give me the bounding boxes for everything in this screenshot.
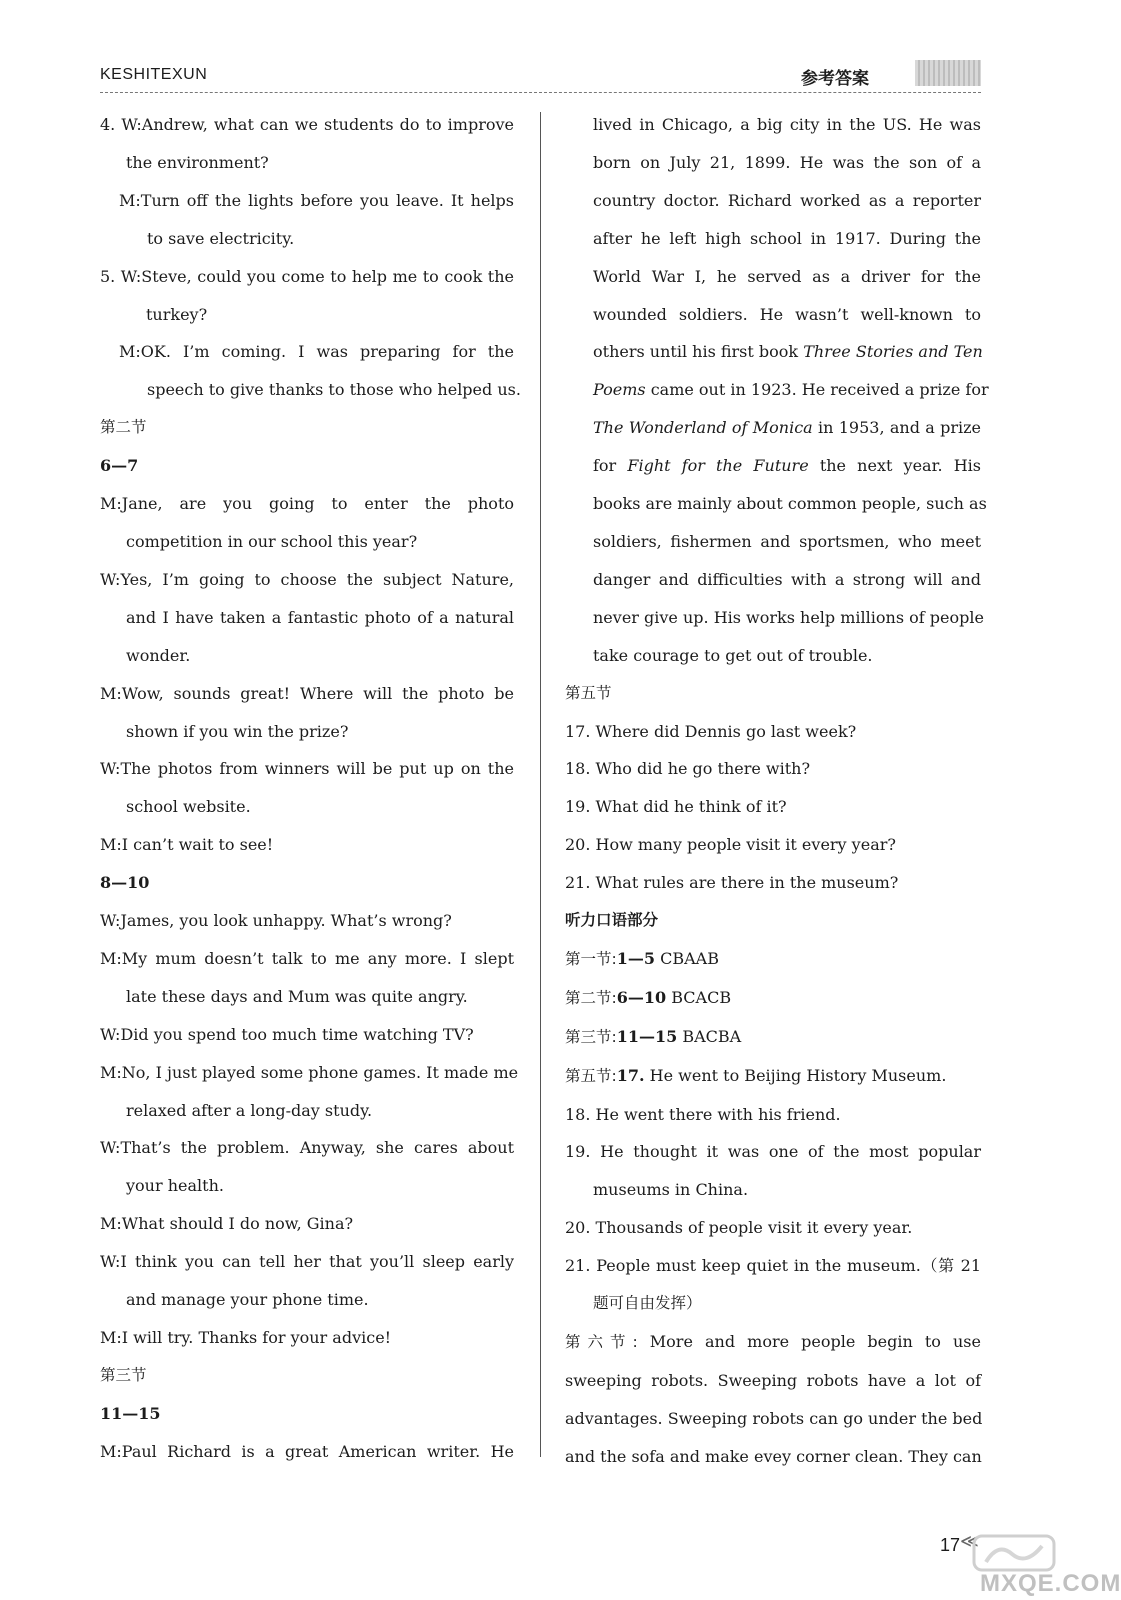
text-line: advantages. Sweeping robots can go under the bed xyxy=(565,1408,983,1428)
text-line: W:That’s the problem. Anyway, she cares about xyxy=(100,1138,514,1158)
text-line: your health. xyxy=(126,1176,224,1196)
text-span: in 1953, and a prize xyxy=(812,418,981,438)
text-line: competition in our school this year? xyxy=(126,531,418,551)
answer-label: 第一节: xyxy=(565,949,617,968)
answer-label: 第三节: xyxy=(565,1027,617,1046)
text-line: books are mainly about common people, such as xyxy=(593,494,987,514)
section-heading: 第二节 xyxy=(100,418,147,437)
text-line: wounded soldiers. He wasn’t well-known to xyxy=(593,304,981,324)
answer-line xyxy=(565,979,981,1018)
answer-line xyxy=(565,1323,981,1362)
watermark-text: MXQE.COM xyxy=(980,1570,1121,1597)
text-line: W:Yes, I’m going to choose the subject Nature, xyxy=(100,569,514,589)
text-line xyxy=(565,447,981,485)
answer-text: He went to Beijing History Museum. xyxy=(644,1065,947,1085)
answer-label: 第六节: xyxy=(565,1333,638,1351)
section-heading: 第三节 xyxy=(100,1365,147,1384)
section-heading: 听力口语部分 xyxy=(565,911,659,930)
page-arrow-icon: ≪ xyxy=(960,1531,979,1552)
text-line: and I have taken a fantastic photo of a natural xyxy=(126,607,514,627)
text-line: M:My mum doesn’t talk to me any more. I slept xyxy=(100,948,514,968)
question-item: 17. Where did Dennis go last week? xyxy=(565,721,857,741)
text-line: the environment? xyxy=(126,152,269,172)
column-divider xyxy=(540,112,541,1457)
question-item: 18. Who did he go there with? xyxy=(565,759,811,779)
text-line: speech to give thanks to those who helped us. xyxy=(147,380,521,400)
text-line: after he left high school in 1917. During the xyxy=(593,228,981,248)
text-line: country doctor. Richard worked as a reporter xyxy=(593,190,981,210)
question-range: 1—5 xyxy=(616,948,655,968)
question-range: 11—15 xyxy=(100,1403,161,1423)
text-line: M:Wow, sounds great! Where will the photo be xyxy=(100,683,514,703)
header-logo xyxy=(915,60,981,86)
section-heading: 第五节 xyxy=(565,683,612,702)
answer-line xyxy=(565,1057,981,1096)
text-line: W:The photos from winners will be put up on the xyxy=(100,759,514,779)
left-column xyxy=(100,106,521,1471)
text-line: W:James, you look unhappy. What’s wrong? xyxy=(100,911,452,931)
right-column xyxy=(565,106,989,1476)
text-line: M:OK. I’m coming. I was preparing for the xyxy=(119,342,514,362)
question-item: 19. What did he think of it? xyxy=(565,797,787,817)
text-line: W:I think you can tell her that you’ll sleep early xyxy=(100,1252,514,1272)
text-line: W:Did you spend too much time watching TV? xyxy=(100,1024,474,1044)
question-range: 6—7 xyxy=(100,456,139,476)
book-title: Poems xyxy=(593,380,646,400)
text-line: relaxed after a long-day study. xyxy=(126,1100,373,1120)
text-line: to save electricity. xyxy=(147,228,295,248)
header-divider xyxy=(100,92,981,93)
question-range: 6—10 xyxy=(616,987,667,1007)
question-range: 8—10 xyxy=(100,873,150,893)
answer-line: 21. People must keep quiet in the museum.（第 21 xyxy=(565,1256,981,1276)
text-line: late these days and Mum was quite angry. xyxy=(126,986,468,1006)
text-span: others until his first book xyxy=(593,342,804,362)
answer-line: museums in China. xyxy=(593,1180,749,1200)
text-line: shown if you win the prize? xyxy=(126,721,349,741)
answer-line xyxy=(565,1018,981,1057)
text-line: M:Paul Richard is a great American writer. He xyxy=(100,1441,514,1461)
text-line: World War I, he served as a driver for the xyxy=(593,266,981,286)
text-line: sweeping robots. Sweeping robots have a lot of xyxy=(565,1370,981,1390)
text-line: and manage your phone time. xyxy=(126,1290,369,1310)
text-line: M:What should I do now, Gina? xyxy=(100,1214,354,1234)
answer-key: CBAAB xyxy=(655,948,719,968)
text-line xyxy=(565,409,981,447)
answer-line: 18. He went there with his friend. xyxy=(565,1104,841,1124)
text-line: born on July 21, 1899. He was the son of a xyxy=(593,152,981,172)
text-line: soldiers, fishermen and sportsmen, who meet xyxy=(593,531,981,551)
section-title: 参考答案 xyxy=(801,69,869,89)
answer-line: 20. Thousands of people visit it every year. xyxy=(565,1218,913,1238)
text-line: turkey? xyxy=(146,304,208,324)
text-line: never give up. His works help millions of people xyxy=(593,607,984,627)
text-span: for xyxy=(593,456,628,476)
question-item: 21. What rules are there in the museum? xyxy=(565,873,899,893)
text-line: danger and difficulties with a strong will and xyxy=(593,569,981,589)
text-line: M:Jane, are you going to enter the photo xyxy=(100,494,514,514)
answer-text: More and more people begin to use xyxy=(637,1332,981,1351)
text-line: take courage to get out of trouble. xyxy=(593,645,873,665)
text-line: M:No, I just played some phone games. It made me xyxy=(100,1062,519,1082)
text-line: wonder. xyxy=(126,645,191,665)
question-number: 17. xyxy=(616,1065,645,1085)
text-line: and the sofa and make evey corner clean. They can xyxy=(565,1446,982,1466)
text-line: M:I can’t wait to see! xyxy=(100,835,274,855)
text-span: the next year. His xyxy=(808,456,981,476)
text-line: M:I will try. Thanks for your advice! xyxy=(100,1328,392,1347)
text-line: M:Turn off the lights before you leave. It helps xyxy=(119,190,514,210)
book-title: The Wonderland of Monica xyxy=(593,418,813,438)
text-line xyxy=(565,371,989,409)
answer-line xyxy=(565,940,981,979)
text-line: 5. W:Steve, could you come to help me to cook the xyxy=(100,266,514,286)
page-number: 17 xyxy=(940,1535,961,1555)
answer-label: 第五节: xyxy=(565,1066,617,1085)
answer-label: 第二节: xyxy=(565,988,617,1007)
publisher-brand: KESHITEXUN xyxy=(100,66,208,83)
answer-key: BCACB xyxy=(666,987,732,1007)
page-header xyxy=(100,60,981,94)
text-line: school website. xyxy=(126,797,251,817)
answer-key: BACBA xyxy=(677,1026,742,1046)
text-line: 4. W:Andrew, what can we students do to improve xyxy=(100,115,514,134)
answer-line: 题可自由发挥） xyxy=(593,1294,702,1313)
question-range: 11—15 xyxy=(616,1026,678,1046)
book-title: Fight for the Future xyxy=(627,456,809,476)
text-span: came out in 1923. He received a prize for xyxy=(645,380,989,400)
text-line xyxy=(565,333,981,371)
text-line: lived in Chicago, a big city in the US. He was xyxy=(593,115,981,134)
answer-line: 19. He thought it was one of the most popular xyxy=(565,1142,981,1162)
question-item: 20. How many people visit it every year? xyxy=(565,835,896,855)
book-title: Three Stories and Ten xyxy=(803,342,983,362)
